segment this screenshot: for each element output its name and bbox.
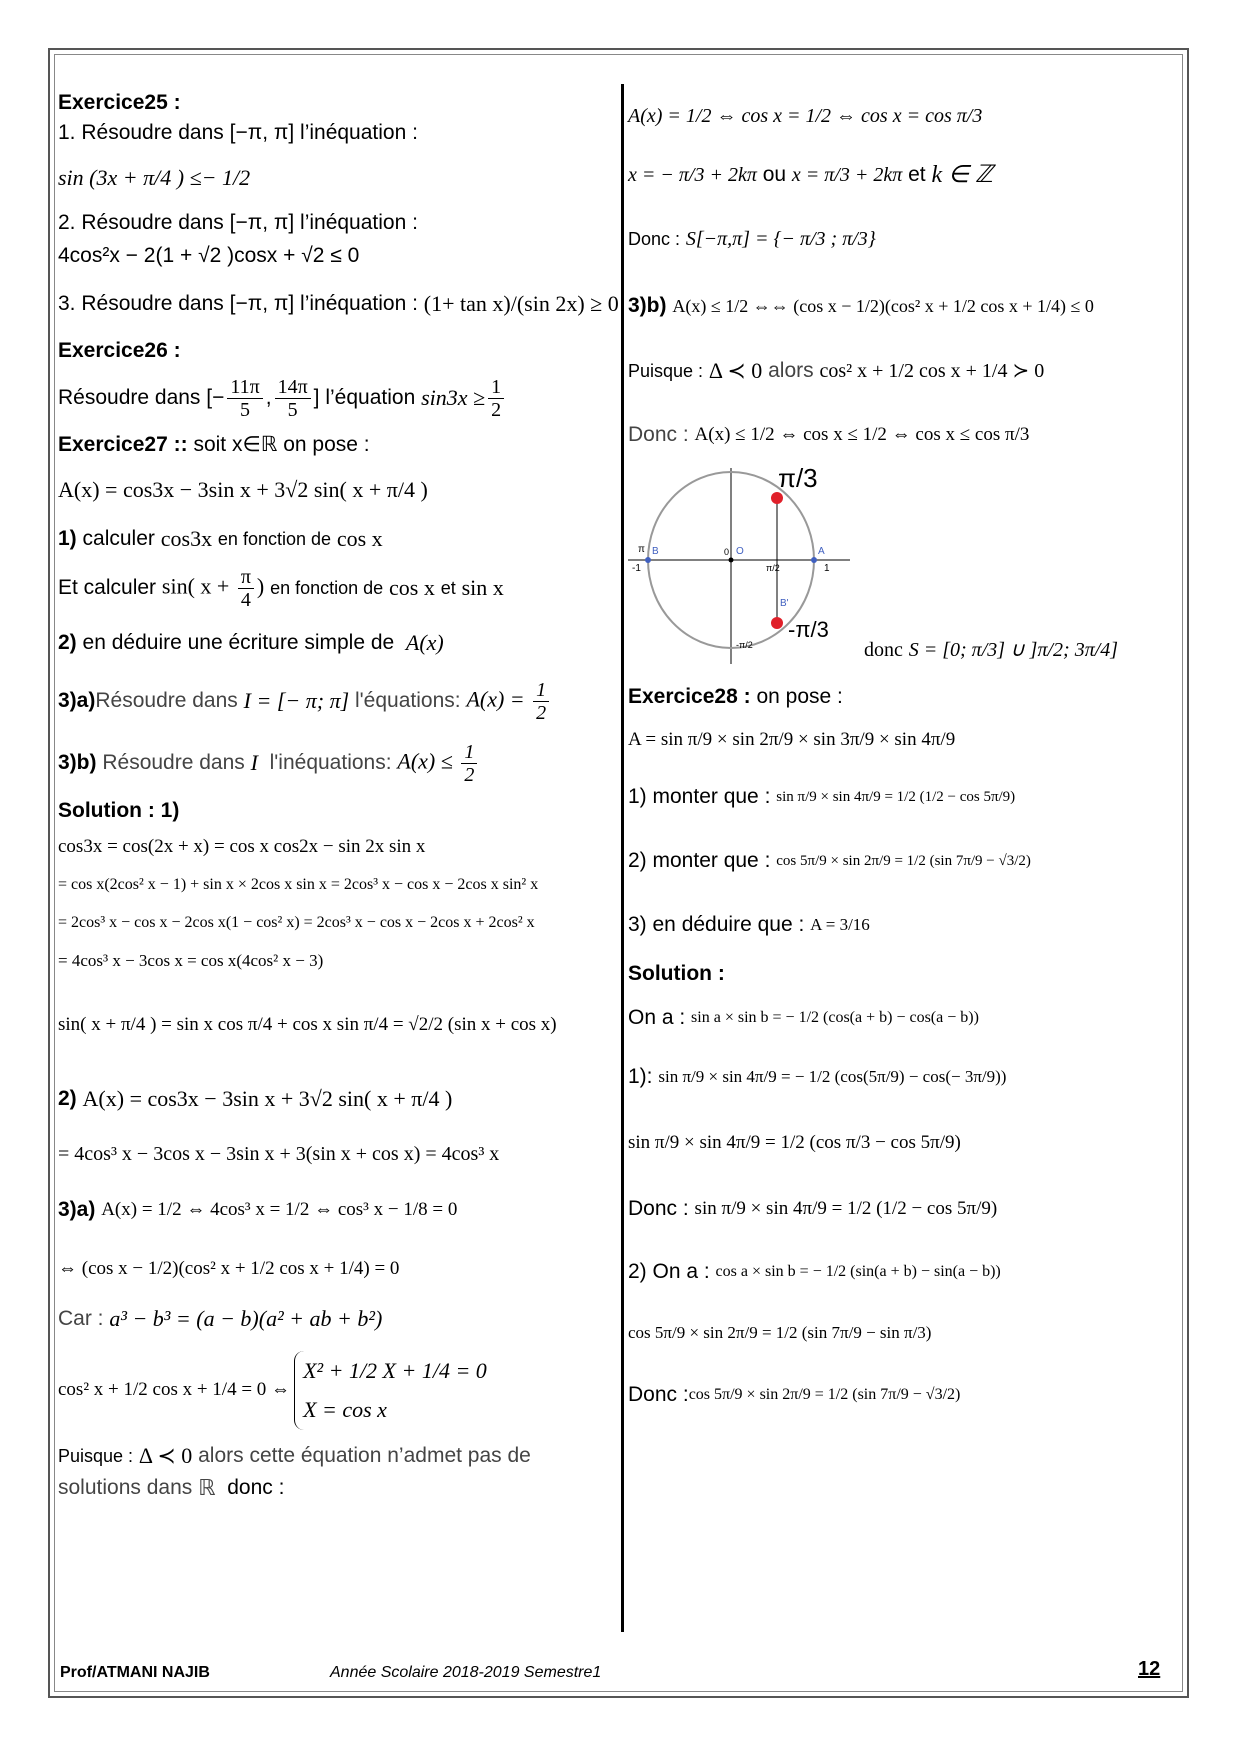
q28-3 bbox=[628, 894, 1178, 956]
circle-pi2: π/2 bbox=[766, 563, 780, 573]
sol-l3: = 2cos³ x − cos x − 2cos x(1 − cos² x) = 2cos³ x − cos x − 2cos x + 2cos² x bbox=[58, 914, 535, 931]
q3b-eq: A(x) ≤ $\frac{1}{2}$ bbox=[397, 741, 480, 786]
r3b-line bbox=[628, 272, 1178, 340]
s1-donc-label: Donc : bbox=[628, 1196, 689, 1220]
point-B bbox=[645, 557, 651, 563]
q3a-line bbox=[58, 670, 610, 732]
sol-l1: cos3x = cos(2x + x) = cos x cos2x − sin 2x sin x bbox=[58, 836, 426, 858]
puisque-label: Puisque : bbox=[58, 1445, 134, 1466]
s2-eq2: cos 5π/9 × sin 2π/9 = 1/2 (sin 7π/9 − sin π/3) bbox=[628, 1323, 932, 1343]
r-puisque bbox=[628, 340, 1178, 402]
puisque-text: alors cette équation n’admet pas de bbox=[198, 1443, 531, 1467]
point-minus-pi-3 bbox=[771, 617, 783, 629]
s2-eq: cos a × sin b = − 1/2 (sin(a + b) − sin(a − b)) bbox=[715, 1263, 1001, 1280]
ex27-title: Exercice27 :: bbox=[58, 432, 188, 456]
car-eq: a³ − b³ = (a − b)(a² + ab + b²) bbox=[109, 1306, 383, 1332]
q3a-label: 3)a) bbox=[58, 688, 96, 712]
r-puisque-label: Puisque : bbox=[628, 360, 704, 381]
sol2-l1: A(x) = cos3x − 3sin x + 3√2 sin( x + π/4 ) bbox=[82, 1086, 453, 1112]
ex26-text-a: Résoudre dans [− bbox=[58, 385, 225, 409]
q1-text: calculer bbox=[82, 526, 155, 550]
circle-pi: π bbox=[638, 544, 645, 555]
circle-mpi2: -π/2 bbox=[736, 640, 753, 650]
r-donc2-label: Donc : bbox=[628, 422, 689, 446]
q28-2 bbox=[628, 828, 1178, 894]
ex28-A: A = sin π/9 × sin 2π/9 × sin 3π/9 × sin 4π/9 bbox=[628, 729, 956, 751]
right-column bbox=[628, 88, 1178, 1426]
q3b-label: 3)b) bbox=[58, 750, 97, 774]
r-ou: ou bbox=[762, 162, 787, 186]
q1-cos3x: cos3x bbox=[160, 526, 213, 552]
s2-line bbox=[628, 1242, 1178, 1302]
system-line bbox=[58, 1340, 610, 1440]
q1-cosx: cos x bbox=[336, 526, 383, 552]
q28-3-eq: A = 3/16 bbox=[810, 915, 870, 935]
ex26-eq: sin3x ≥ bbox=[421, 385, 486, 411]
sys-l2: X = cos x bbox=[303, 1397, 387, 1422]
q1b-text: Et calculer bbox=[58, 575, 157, 599]
puisque-delta: Δ ≺ 0 bbox=[138, 1443, 193, 1469]
ex26-title: Exercice26 : bbox=[58, 338, 181, 362]
circle-top-label: π/3 bbox=[778, 463, 818, 493]
sys-lhs: cos² x + 1/2 cos x + 1/4 = 0 ⇔ bbox=[58, 1379, 291, 1401]
q1b-en-fonction: en fonction de bbox=[270, 577, 384, 598]
ex27-header bbox=[58, 428, 610, 462]
ex28-title: Exercice28 : bbox=[628, 684, 751, 708]
s1-label: 1): bbox=[628, 1064, 653, 1088]
ona-line bbox=[628, 992, 1178, 1044]
r-donc2 bbox=[628, 402, 1178, 468]
q3b-text: Résoudre dans bbox=[102, 750, 245, 774]
sol3a-l1: A(x) = 1/2 ⇔ 4cos³ x = 1/2 ⇔ cos³ x − 1/8 = 0 bbox=[101, 1199, 458, 1221]
s2-donc-label: Donc : bbox=[628, 1382, 689, 1406]
q1b-cosx: cos x bbox=[389, 575, 435, 601]
q2-text: en déduire une écriture simple de bbox=[82, 630, 395, 654]
q1-label: 1) bbox=[58, 526, 77, 550]
puisque-donc: donc : bbox=[227, 1475, 285, 1499]
ex26-frac1: $\frac{11\pi}{5}$ bbox=[227, 376, 262, 421]
circle-Bp: B' bbox=[780, 598, 789, 609]
q3a-text2: l'équations: bbox=[355, 688, 461, 712]
q3b-text2: l'inéquations: bbox=[269, 750, 392, 774]
r-l2 bbox=[628, 144, 1178, 206]
q1b-sin: sin( x + $\frac{\pi}{4}$ ) bbox=[161, 565, 265, 611]
r-puisque-delta: Δ ≺ 0 bbox=[708, 358, 763, 384]
r-donc1-eq: S[−π,π] = {− π/3 ; π/3} bbox=[685, 227, 876, 250]
ex25-title: Exercice25 : bbox=[58, 90, 181, 114]
s2-donc-eq: cos 5π/9 × sin 2π/9 = 1/2 (sin 7π/9 − √3/2) bbox=[688, 1386, 961, 1403]
ex28-intro: on pose : bbox=[756, 684, 843, 708]
circle-B: B bbox=[652, 546, 659, 557]
s1-donc bbox=[628, 1176, 1178, 1242]
s1-donc-eq: sin π/9 × sin 4π/9 = 1/2 (1/2 − cos 5π/9) bbox=[694, 1198, 998, 1220]
sol-l4: = 4cos³ x − 3cos x = cos x(4cos² x − 3) bbox=[58, 951, 324, 971]
s1-eq: sin π/9 × sin 4π/9 = − 1/2 (cos(5π/9) − cos(− 3π/9)) bbox=[658, 1067, 1007, 1087]
sol3a-label: 3)a) bbox=[58, 1197, 96, 1221]
sys-l1: X² + 1/2 X + 1/4 = 0 bbox=[303, 1357, 487, 1383]
q28-3-label: 3) en déduire que : bbox=[628, 912, 805, 936]
puisque-text2: solutions dans bbox=[58, 1475, 193, 1499]
q1b-et: et bbox=[440, 577, 456, 598]
puisque-R: ℝ bbox=[198, 1475, 216, 1501]
sol28-title: Solution : bbox=[628, 961, 725, 985]
s1-eq2: sin π/9 × sin 4π/9 = 1/2 (cos π/3 − cos 5π/9) bbox=[628, 1132, 961, 1154]
q1-line bbox=[58, 518, 610, 560]
ex26-text-b: ] l’équation bbox=[313, 385, 416, 409]
ona-label: On a : bbox=[628, 1005, 686, 1029]
ex26-text: Résoudre dans [− $\frac{11\pi}{5}$ , $\frac{14\pi}{5}$ ] l’équation sin3x ≥ $\frac{1}{2}$ bbox=[58, 368, 610, 428]
left-column bbox=[58, 88, 619, 1504]
ex25-q2: 2. Résoudre dans [−π, π] l’inéquation : bbox=[58, 210, 418, 234]
q28-1-eq: sin π/9 × sin 4π/9 = 1/2 (1/2 − cos 5π/9) bbox=[776, 788, 1016, 805]
ona-eq: sin a × sin b = − 1/2 (cos(a + b) − cos(a − b)) bbox=[691, 1009, 979, 1026]
r3b-label: 3)b) bbox=[628, 293, 667, 317]
q3a-text: Résoudre dans bbox=[95, 688, 238, 712]
circle-S-label: donc bbox=[864, 639, 903, 661]
q1b-sinx: sin x bbox=[461, 575, 504, 601]
car-label: Car : bbox=[58, 1306, 104, 1330]
car-line bbox=[58, 1298, 610, 1340]
r-donc1 bbox=[628, 206, 1178, 272]
sol2-l2: = 4cos³ x − 3cos x − 3sin x + 3(sin x + cos x) = 4cos³ x bbox=[58, 1142, 500, 1165]
s1-line bbox=[628, 1044, 1178, 1110]
ex27-intro: soit x∈ℝ on pose : bbox=[193, 432, 370, 456]
sol-l2: = cos x(2cos² x − 1) + sin x × 2cos x sin x = 2cos³ x − cos x − 2cos x sin² x bbox=[58, 876, 539, 893]
r3b-eq: A(x) ≤ 1/2 ⇔⇔ (cos x − 1/2)(cos² x + 1/2 cos x + 1/4) ≤ 0 bbox=[672, 295, 1094, 316]
ex25-q3-eq: (1+ tan x)/(sin 2x) ≥ 0 bbox=[423, 291, 619, 317]
s2-label: 2) On a : bbox=[628, 1259, 710, 1283]
q1-en-fonction: en fonction de bbox=[217, 528, 332, 549]
footer-year: Année Scolaire 2018-2019 Semestre1 bbox=[330, 1664, 602, 1681]
circle-O: O bbox=[736, 546, 744, 557]
q1b-line bbox=[58, 560, 610, 616]
q28-2-eq: cos 5π/9 × sin 2π/9 = 1/2 (sin 7π/9 − √3/2) bbox=[776, 852, 1031, 869]
trig-circle-figure bbox=[628, 463, 858, 668]
r-puisque-eq: cos² x + 1/2 cos x + 1/4 ≻ 0 bbox=[819, 359, 1045, 382]
r-et: et bbox=[908, 162, 926, 186]
q3a-eq: A(x) = $\frac{1}{2}$ bbox=[466, 679, 552, 724]
q3b-I: I bbox=[250, 750, 258, 776]
point-O bbox=[729, 558, 734, 563]
ex26-frac3: $\frac{1}{2}$ bbox=[488, 376, 504, 421]
ex25-q1-eq: sin (3x + π/4 ) ≤− 1/2 bbox=[58, 165, 251, 191]
r-kZ: k ∈ ℤ bbox=[931, 162, 993, 188]
ex25-q3-text: 3. Résoudre dans [−π, π] l’inéquation : bbox=[58, 291, 418, 315]
sol-sin: sin( x + π/4 ) = sin x cos π/4 + cos x sin π/4 = √2/2 (sin x + cos x) bbox=[58, 1014, 557, 1036]
circle-zero: 0 bbox=[724, 547, 730, 557]
r-l2b: x = π/3 + 2kπ bbox=[791, 163, 903, 186]
column-divider bbox=[621, 84, 624, 1632]
footer-author: Prof/ATMANI NAJIB bbox=[60, 1664, 210, 1681]
q3a-I: I = [− π; π] bbox=[243, 688, 350, 714]
r-donc2-eq: A(x) ≤ 1/2 ⇔ cos x ≤ 1/2 ⇔ cos x ≤ cos π/3 bbox=[694, 424, 1030, 446]
puisque-line bbox=[58, 1440, 610, 1472]
r-l2a: x = − π/3 + 2kπ bbox=[628, 163, 757, 186]
sol2-label: 2) bbox=[58, 1086, 77, 1110]
q3b-line bbox=[58, 732, 610, 794]
sol-title: Solution : 1) bbox=[58, 798, 180, 822]
r-donc1-label: Donc : bbox=[628, 228, 681, 249]
point-A bbox=[811, 557, 817, 563]
ex25-q3 bbox=[58, 274, 619, 334]
s2-donc bbox=[628, 1364, 1178, 1426]
sys-brace bbox=[294, 1351, 487, 1430]
r-puisque-alors: alors bbox=[768, 358, 814, 382]
sol3a-l2: ⇔ (cos x − 1/2)(cos² x + 1/2 cos x + 1/4) = 0 bbox=[58, 1258, 400, 1280]
sol3a-line bbox=[58, 1180, 610, 1240]
circle-S-eq: S = [0; π/3] ∪ ]π/2; 3π/4] bbox=[908, 639, 1119, 661]
q2-label: 2) bbox=[58, 630, 77, 654]
ex25-q1: 1. Résoudre dans [−π, π] l’inéquation : bbox=[58, 120, 418, 144]
circle-m1: -1 bbox=[632, 563, 641, 574]
ex26-frac2: $\frac{14\pi}{5}$ bbox=[275, 376, 311, 421]
q28-1-label: 1) monter que : bbox=[628, 784, 771, 808]
q2-line bbox=[58, 616, 610, 670]
q28-1 bbox=[628, 766, 1178, 828]
sol2-line bbox=[58, 1070, 610, 1128]
puisque-line2 bbox=[58, 1472, 610, 1504]
ex28-header bbox=[628, 680, 1178, 714]
q28-2-label: 2) monter que : bbox=[628, 848, 771, 872]
footer-page: 12 bbox=[1138, 1658, 1161, 1680]
ex27-A: A(x) = cos3x − 3sin x + 3√2 sin( x + π/4 ) bbox=[58, 477, 428, 503]
circle-row bbox=[628, 463, 1178, 680]
ex25-q2-eq: 4cos²x − 2(1 + √2 )cosx + √2 ≤ 0 bbox=[58, 243, 360, 267]
r-l1: A(x) = 1/2 ⇔ cos x = 1/2 ⇔ cos x = cos π/3 bbox=[628, 104, 983, 127]
circle-bot-label: -π/3 bbox=[788, 617, 829, 642]
circle-A: A bbox=[818, 546, 825, 557]
circle-1: 1 bbox=[824, 563, 830, 574]
q2-Ax: A(x) bbox=[405, 630, 444, 656]
